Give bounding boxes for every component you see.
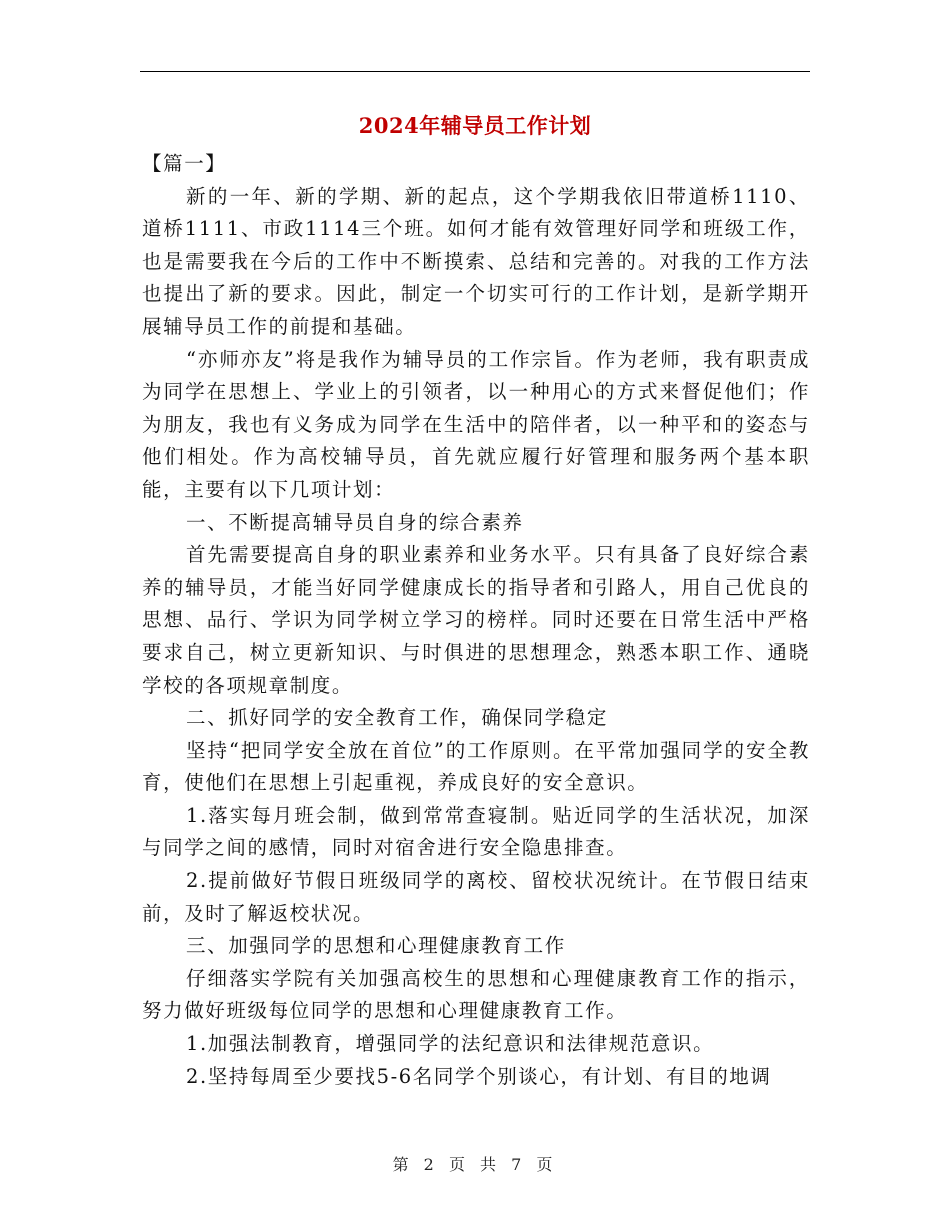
paragraph: 坚持“把同学安全放在首位”的工作原则。在平常加强同学的安全教育，使他们在思想上引起重视，养成良好的安全意识。 (142, 738, 810, 795)
header-rule (140, 71, 810, 72)
list-item: 2.坚持每周至少要找5-6名同学个别谈心，有计划、有目的地调 (186, 1064, 772, 1088)
list-item: 1.落实每月班会制，做到常常查寝制。贴近同学的生活状况，加深与同学之间的感情，同时对宿舍进行安全隐患排查。 (142, 803, 810, 860)
document-body (142, 148, 810, 1093)
section-label: 【篇一】 (142, 152, 227, 175)
paragraph: 新的一年、新的学期、新的起点，这个学期我依旧带道桥1110、道桥1111、市政1114三个班。如何才能有效管理好同学和班级工作，也是需要我在今后的工作中不断摸索、总结和完善的。对我的工作方法也提出了新的要求。因此，制定一个切实可行的工作计划，是新学期开展辅导员工作的前提和基础。 (142, 184, 810, 338)
paragraph: 首先需要提高自身的职业素养和业务水平。只有具备了良好综合素养的辅导员，才能当好同学健康成长的指导者和引路人，用自己优良的思想、品行、学识为同学树立学习的榜样。同时还要在日常生活中严格要求自己，树立更新知识、与时俱进的思想理念，熟悉本职工作、通晓学校的各项规章制度。 (142, 543, 810, 697)
paragraph: “亦师亦友”将是我作为辅导员的工作宗旨。作为老师，我有职责成为同学在思想上、学业上的引领者，以一种用心的方式来督促他们；作为朋友，我也有义务成为同学在生活中的陪伴者，以一种平和的姿态与他们相处。作为高校辅导员，首先就应履行好管理和服务两个基本职能，主要有以下几项计划： (142, 347, 810, 501)
section-heading: 一、不断提高辅导员自身的综合素养 (186, 510, 524, 534)
section-heading: 二、抓好同学的安全教育工作，确保同学稳定 (186, 706, 609, 730)
paragraph: 仔细落实学院有关加强高校生的思想和心理健康教育工作的指示，努力做好班级每位同学的思想和心理健康教育工作。 (142, 966, 810, 1023)
document-title: 2024年辅导员工作计划 (358, 113, 592, 138)
page-footer: 第 2 页 共 7 页 (392, 1155, 558, 1174)
section-heading: 三、加强同学的思想和心理健康教育工作 (186, 934, 566, 958)
list-item: 1.加强法制教育，增强同学的法纪意识和法律规范意识。 (186, 1032, 715, 1056)
list-item: 2.提前做好节假日班级同学的离校、留校状况统计。在节假日结束前，及时了解返校状况。 (142, 869, 810, 925)
